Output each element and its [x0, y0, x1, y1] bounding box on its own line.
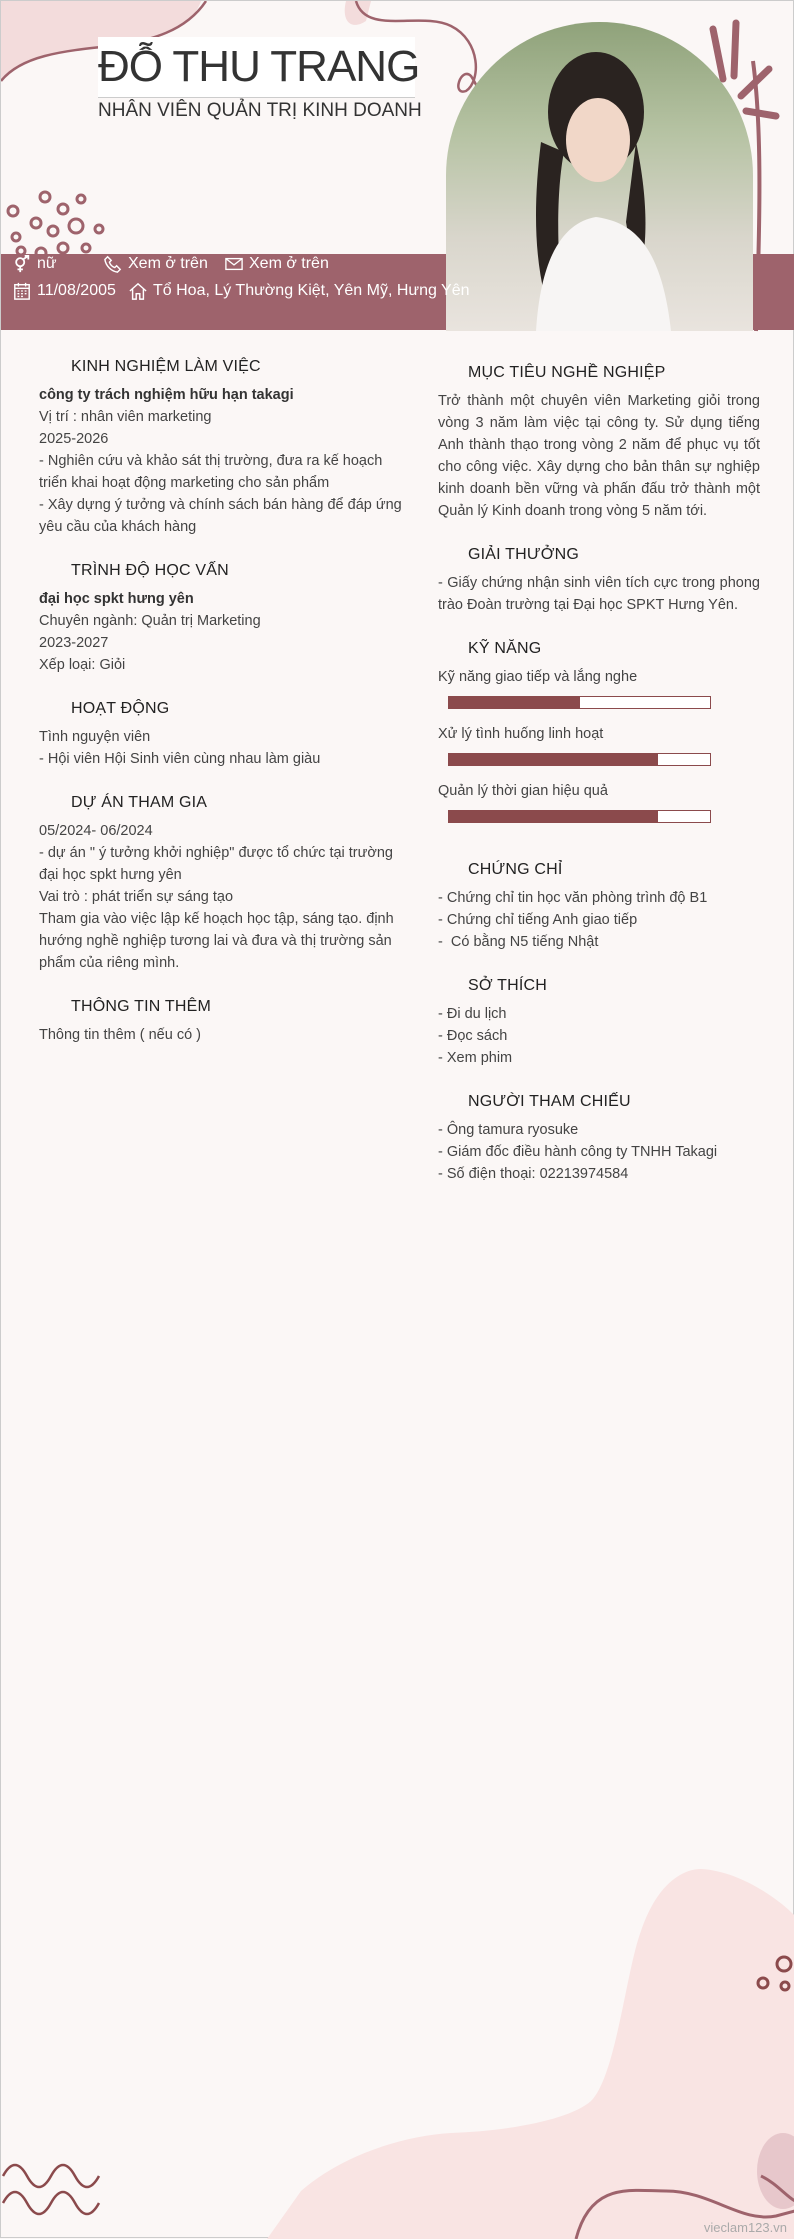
objective-text: Trở thành một chuyên viên Marketing giỏi trong vòng 3 năm làm việc tại công ty. Sử dụng tiếng Anh thành thạo trong vòng 2 năm để phục vụ tốt cho công việc. Xây dựng cho bản thân sự nghiệp kinh doanh bền vững và phấn đấu trở thành một Quản lý Kinh doanh trong vòng 5 năm tới.	[438, 393, 760, 519]
experience-section	[39, 356, 409, 538]
mail-icon	[225, 255, 243, 273]
address-info	[129, 282, 470, 300]
section-heading: THÔNG TIN THÊM	[71, 998, 211, 1015]
gender-icon	[13, 255, 31, 273]
text-line: 05/2024- 06/2024	[39, 823, 153, 839]
text-line: Tình nguyện viên	[39, 729, 151, 745]
section-heading: GIẢI THƯỞNG	[468, 546, 580, 563]
objective-section	[438, 362, 760, 522]
text-line: - Đọc sách	[438, 1028, 508, 1044]
birthday-info	[13, 282, 116, 300]
section-heading: CHỨNG CHỈ	[468, 861, 563, 878]
birthday-value: 11/08/2005	[37, 282, 116, 299]
text-line: Xếp loại: Giỏi	[39, 657, 126, 673]
phone-icon	[104, 255, 122, 273]
skill-name: Xử lý tình huống linh hoạt	[438, 726, 604, 742]
contact-bar-right	[753, 254, 794, 330]
section-heading: SỞ THÍCH	[468, 977, 548, 994]
section-heading: KỸ NĂNG	[468, 640, 542, 657]
calendar-icon	[13, 282, 31, 300]
email-value: Xem ở trên	[249, 255, 329, 272]
job-title: NHÂN VIÊN QUẢN TRỊ KINH DOANH	[98, 97, 415, 122]
home-icon	[129, 282, 147, 300]
phone-value: Xem ở trên	[128, 255, 208, 272]
text-line: - Có bằng N5 tiếng Nhật	[438, 934, 599, 950]
skill-bar	[448, 696, 711, 709]
education-section	[39, 560, 409, 676]
text-line: - Chứng chỉ tin học văn phòng trình độ B1	[438, 890, 708, 906]
text-line: Chuyên ngành: Quản trị Marketing	[39, 613, 261, 629]
text-line: Thông tin thêm ( nếu có )	[39, 1027, 201, 1043]
references-section	[438, 1091, 760, 1185]
certificates-section	[438, 859, 760, 953]
projects-section	[39, 792, 409, 974]
text-line: - Số điện thoại: 02213974584	[438, 1166, 629, 1182]
skill-item	[438, 723, 760, 766]
name-box	[98, 37, 420, 97]
skill-name: Kỹ năng giao tiếp và lắng nghe	[438, 669, 638, 685]
awards-section	[438, 544, 760, 616]
school-name: đại học spkt hưng yên	[39, 591, 194, 607]
activities-section	[39, 698, 409, 770]
skill-bar-fill	[449, 754, 658, 765]
skill-name: Quản lý thời gian hiệu quả	[438, 783, 608, 799]
text-line: - Xem phim	[438, 1050, 513, 1066]
section-heading: NGƯỜI THAM CHIẾU	[468, 1093, 631, 1110]
skills-section	[438, 638, 760, 837]
text-line: - Đi du lịch	[438, 1006, 507, 1022]
skill-item	[438, 780, 760, 823]
text-line: - Xây dựng ý tưởng và chính sách bán hàng để đáp ứng yêu cầu của khách hàng	[39, 497, 402, 535]
phone-info	[104, 255, 208, 273]
section-heading: HOẠT ĐỘNG	[71, 700, 170, 717]
profile-photo	[446, 22, 753, 331]
text-line: - Chứng chỉ tiếng Anh giao tiếp	[438, 912, 638, 928]
hobbies-section	[438, 975, 760, 1069]
skill-bar-fill	[449, 697, 580, 708]
right-column	[438, 362, 760, 1185]
text-line: - Ông tamura ryosuke	[438, 1122, 579, 1138]
more-info-section	[39, 996, 409, 1046]
company-name: công ty trách nghiệm hữu hạn takagi	[39, 387, 294, 403]
candidate-name: ĐỖ THU TRANG	[98, 42, 420, 91]
text-line: - Hội viên Hội Sinh viên cùng nhau làm giàu	[39, 751, 321, 767]
address-value: Tổ Hoa, Lý Thường Kiệt, Yên Mỹ, Hưng Yên	[153, 282, 470, 299]
gender-value: nữ	[37, 255, 57, 272]
section-heading: MỤC TIÊU NGHỀ NGHIỆP	[468, 364, 666, 381]
skill-bar	[448, 810, 711, 823]
text-line: - Giám đốc điều hành công ty TNHH Takagi	[438, 1144, 718, 1160]
text-line: 2023-2027	[39, 635, 109, 651]
skill-bar-fill	[449, 811, 658, 822]
section-heading: TRÌNH ĐỘ HỌC VẤN	[71, 562, 229, 579]
section-heading: KINH NGHIỆM LÀM VIỆC	[71, 358, 261, 375]
text-line: 2025-2026	[39, 431, 109, 447]
email-info	[225, 255, 329, 273]
watermark: vieclam123.vn	[703, 2220, 787, 2235]
section-heading: DỰ ÁN THAM GIA	[71, 794, 208, 811]
skill-item	[438, 666, 760, 709]
gender-info	[13, 255, 57, 273]
text-line: Vai trò : phát triển sự sáng tạo	[39, 889, 234, 905]
skill-bar	[448, 753, 711, 766]
left-column	[39, 356, 409, 1046]
text-line: Vị trí : nhân viên marketing	[39, 409, 212, 425]
text-line: - Nghiên cứu và khảo sát thị trường, đưa ra kế hoạch triển khai hoạt động marketing cho sản phẩm	[39, 453, 383, 491]
text-line: Tham gia vào việc lập kế hoạch học tập, sáng tạo. định hướng nghề nghiệp tương lai và đưa và thị trường sản phẩm của riêng mình.	[39, 911, 394, 971]
awards-text: - Giấy chứng nhận sinh viên tích cực trong phong trào Đoàn trường tại Đại học SPKT Hưng Yên.	[438, 575, 760, 613]
text-line: - dự án " ý tưởng khởi nghiệp" được tổ chức tại trường đại học spkt hưng yên	[39, 845, 393, 883]
